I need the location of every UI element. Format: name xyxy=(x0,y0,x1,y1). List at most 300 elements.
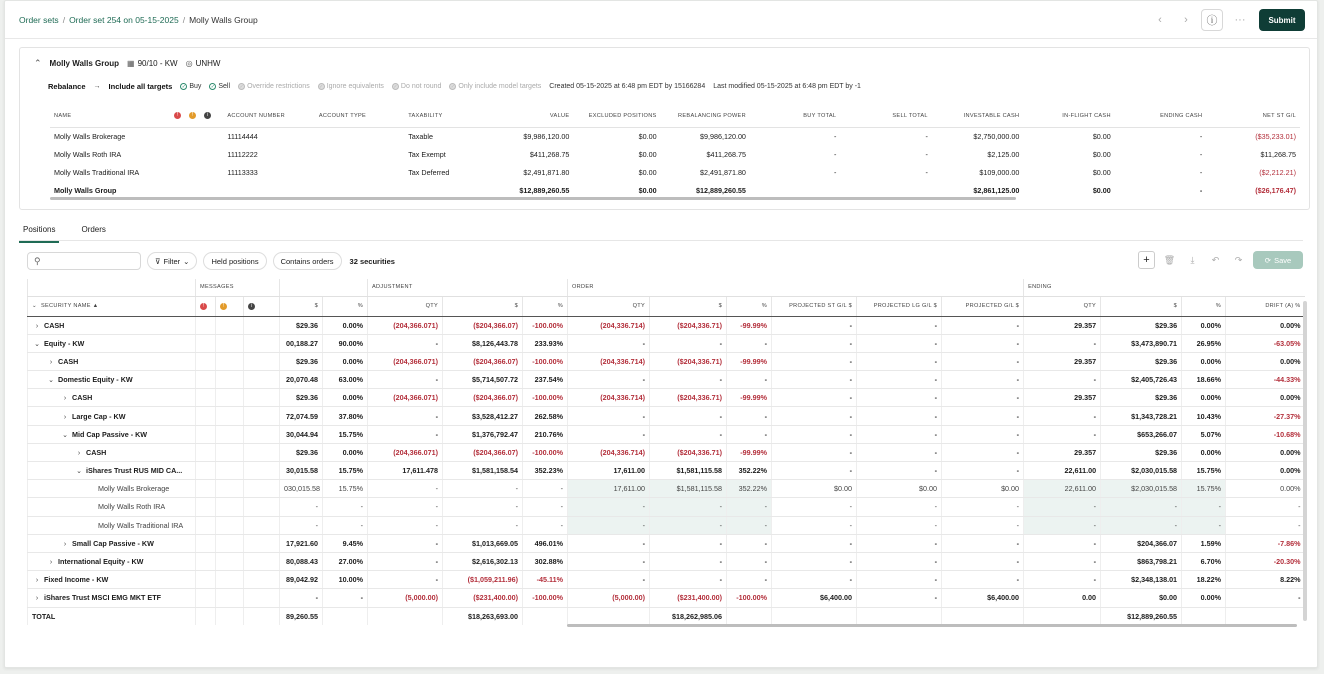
table-cell: - xyxy=(925,149,928,159)
table-cell: - xyxy=(1226,589,1305,607)
message-cell xyxy=(216,516,244,534)
table-cell: $2,030,015.58 xyxy=(1101,462,1182,480)
table-cell xyxy=(368,607,443,625)
created-info: Created 05-15-2025 at 6:48 pm EDT by 15166284 xyxy=(549,83,706,90)
table-cell: $29.36 xyxy=(1101,389,1182,407)
security-name-cell xyxy=(28,534,196,552)
table-cell: - xyxy=(568,334,650,352)
table-cell xyxy=(523,607,568,625)
column-header[interactable]: ENDING CASH xyxy=(1115,105,1206,127)
column-header[interactable]: QTY xyxy=(568,296,650,316)
table-cell: - xyxy=(650,425,727,443)
security-name-cell xyxy=(28,425,196,443)
table-cell: - xyxy=(1101,516,1182,534)
table-cell: 1.59% xyxy=(1182,534,1226,552)
table-cell: - xyxy=(772,407,857,425)
message-cell xyxy=(196,589,216,607)
table-cell: - xyxy=(568,571,650,589)
table-cell: - xyxy=(568,552,650,570)
table-row[interactable] xyxy=(28,352,1305,370)
table-cell: - xyxy=(857,571,942,589)
column-header[interactable]: PROJECTED ST G/L $ xyxy=(772,296,857,316)
table-cell: $2,750,000.00 xyxy=(973,131,1020,141)
table-cell: - xyxy=(772,316,857,334)
table-cell: $3,528,412.27 xyxy=(443,407,523,425)
table-cell: - xyxy=(368,334,443,352)
chevron-right-icon[interactable]: › xyxy=(35,577,39,585)
table-cell: 37.80% xyxy=(323,407,368,425)
column-header[interactable]: DRIFT (A) % xyxy=(1226,296,1305,316)
group-header xyxy=(34,58,220,69)
column-header[interactable]: PROJECTED LG G/L $ xyxy=(857,296,942,316)
check-icon: ✓ xyxy=(239,83,244,90)
security-name: Molly Walls Brokerage xyxy=(98,484,170,494)
message-cell xyxy=(244,571,280,589)
table-cell xyxy=(200,145,223,163)
table-cell: 0.00% xyxy=(1182,589,1226,607)
tab-positions[interactable]: Positions xyxy=(19,223,59,243)
column-header[interactable]: % xyxy=(323,296,368,316)
delete-icon[interactable]: 🗑 xyxy=(1163,254,1176,265)
chevron-down-icon[interactable]: ⌄ xyxy=(48,377,54,385)
table-cell: - xyxy=(727,552,772,570)
column-header[interactable]: % xyxy=(727,296,772,316)
column-header[interactable] xyxy=(28,296,196,316)
table-cell: (204,336.714) xyxy=(568,316,650,334)
message-cell xyxy=(196,443,216,461)
table-cell: $6,400.00 xyxy=(942,589,1024,607)
table-cell: - xyxy=(772,462,857,480)
message-cell xyxy=(196,534,216,552)
table-cell: $9,986,120.00 xyxy=(699,131,746,141)
table-cell: - xyxy=(942,462,1024,480)
chevron-down-icon[interactable]: ⌄ xyxy=(34,340,40,348)
table-cell: 302.88% xyxy=(523,552,568,570)
check-icon: ✓ xyxy=(210,83,215,90)
security-name-cell xyxy=(28,316,196,334)
table-cell: - xyxy=(1226,498,1305,516)
total-row[interactable] xyxy=(28,607,1305,625)
table-cell: - xyxy=(280,498,323,516)
account-row[interactable] xyxy=(50,163,1300,181)
column-header[interactable] xyxy=(170,105,185,127)
column-header[interactable]: $ xyxy=(1101,296,1182,316)
table-cell: $1,013,669.05 xyxy=(443,534,523,552)
table-cell: ($204,366.07) xyxy=(443,352,523,370)
chevron-right-icon[interactable]: › xyxy=(35,595,39,603)
table-cell: 29.357 xyxy=(1024,443,1101,461)
column-header[interactable]: VALUE xyxy=(494,105,574,127)
info-icon[interactable]: ⓘ xyxy=(1201,9,1223,31)
table-cell: - xyxy=(727,334,772,352)
table-cell: $18,262,985.06 xyxy=(650,607,727,625)
table-cell: Tax Exempt xyxy=(408,149,446,159)
table-row[interactable] xyxy=(28,407,1305,425)
table-cell: 20,070.48 xyxy=(280,371,323,389)
table-row[interactable] xyxy=(28,443,1305,461)
tag-name: UNHW xyxy=(195,59,221,68)
info-icon: i xyxy=(204,112,211,119)
table-cell: 0.00% xyxy=(1182,352,1226,370)
table-cell: 0.00% xyxy=(323,316,368,334)
table-cell: 0.00% xyxy=(1182,389,1226,407)
prev-icon[interactable]: ‹ xyxy=(1158,14,1162,26)
table-cell: 18.66% xyxy=(1182,371,1226,389)
chevron-right-icon[interactable]: › xyxy=(35,322,39,330)
warning-icon: ! xyxy=(220,303,227,310)
table-cell: - xyxy=(368,480,443,498)
table-cell: 9.45% xyxy=(323,534,368,552)
table-cell: - xyxy=(942,352,1024,370)
security-name: Large Cap - KW xyxy=(72,411,126,421)
column-header[interactable] xyxy=(216,296,244,316)
table-cell: - xyxy=(833,131,837,141)
contains-orders-toggle[interactable]: Contains orders xyxy=(273,252,342,270)
table-cell: $6,400.00 xyxy=(772,589,857,607)
message-cell xyxy=(216,407,244,425)
table-cell: Molly Walls Brokerage xyxy=(54,131,126,141)
table-cell: - xyxy=(323,516,368,534)
horizontal-scrollbar[interactable] xyxy=(567,624,1297,627)
column-header[interactable]: % xyxy=(523,296,568,316)
column-header[interactable] xyxy=(244,296,280,316)
table-cell: 11114444 xyxy=(227,131,258,141)
held-positions-toggle[interactable]: Held positions xyxy=(203,252,266,270)
column-header[interactable]: TAXABILITY xyxy=(404,105,493,127)
breadcrumb-order-set[interactable]: Order set 254 on 05-15-2025 xyxy=(69,15,179,25)
table-cell: - xyxy=(857,316,942,334)
chevron-right-icon[interactable]: › xyxy=(49,358,53,366)
column-header[interactable]: INVESTABLE CASH xyxy=(932,105,1023,127)
table-cell: 30,044.94 xyxy=(280,425,323,443)
table-cell: 15.75% xyxy=(323,462,368,480)
select-all-icon[interactable]: ⌄ xyxy=(32,303,37,309)
submit-button[interactable]: Submit xyxy=(1259,9,1305,31)
table-cell xyxy=(1024,607,1101,625)
breadcrumb-separator: / xyxy=(62,15,66,25)
column-header[interactable]: % xyxy=(1182,296,1226,316)
column-header[interactable]: QTY xyxy=(1024,296,1101,316)
table-cell: ($35,233.01) xyxy=(1255,131,1296,141)
message-cell xyxy=(196,389,216,407)
table-cell: $411,268.75 xyxy=(706,149,746,159)
table-cell: - xyxy=(942,498,1024,516)
table-cell: - xyxy=(942,516,1024,534)
table-cell: - xyxy=(650,516,727,534)
table-cell: - xyxy=(857,552,942,570)
table-cell: 26.95% xyxy=(1182,334,1226,352)
buy-option[interactable] xyxy=(180,83,201,90)
table-cell: -10.68% xyxy=(1226,425,1305,443)
warning-icon: ! xyxy=(189,112,196,119)
table-row[interactable] xyxy=(28,589,1305,607)
sell-option[interactable] xyxy=(209,83,230,90)
column-header[interactable] xyxy=(196,296,216,316)
ignore-option[interactable] xyxy=(318,83,384,90)
message-cell xyxy=(216,371,244,389)
table-cell: - xyxy=(523,498,568,516)
table-cell: (5,000.00) xyxy=(368,589,443,607)
table-cell: - xyxy=(727,571,772,589)
security-name-cell xyxy=(28,462,196,480)
table-cell: - xyxy=(523,516,568,534)
message-cell xyxy=(216,571,244,589)
chevron-right-icon[interactable]: › xyxy=(77,449,81,457)
table-cell: - xyxy=(368,498,443,516)
table-cell: (204,366.071) xyxy=(368,389,443,407)
top-bar xyxy=(5,1,1317,39)
table-cell: - xyxy=(857,334,942,352)
table-cell: 10.43% xyxy=(1182,407,1226,425)
table-cell: - xyxy=(568,371,650,389)
table-cell: $411,268.75 xyxy=(529,149,570,159)
table-cell: 17,611.478 xyxy=(368,462,443,480)
table-cell: ($204,336.71) xyxy=(650,443,727,461)
save-label: Save xyxy=(1274,255,1292,265)
column-header[interactable]: NET ST G/L xyxy=(1206,105,1300,127)
redo-icon[interactable]: ↷ xyxy=(1234,254,1243,265)
buy-label: Buy xyxy=(189,83,202,90)
table-cell: $29.36 xyxy=(280,352,323,370)
toolbar-actions xyxy=(1138,251,1303,269)
tab-orders[interactable]: Orders xyxy=(81,225,106,234)
table-row[interactable] xyxy=(28,389,1305,407)
positions-toolbar xyxy=(27,251,1303,271)
table-cell: Tax Deferred xyxy=(408,167,450,177)
table-cell xyxy=(185,145,200,163)
column-header[interactable]: ACCOUNT NUMBER xyxy=(223,105,314,127)
table-cell: - xyxy=(523,480,568,498)
model-icon: ▦ xyxy=(127,59,135,68)
security-name: TOTAL xyxy=(32,611,56,621)
column-header[interactable]: NAME xyxy=(50,105,170,127)
add-icon[interactable]: + xyxy=(1138,251,1155,269)
table-cell: -7.86% xyxy=(1226,534,1305,552)
security-name: International Equity - KW xyxy=(58,557,144,567)
table-row[interactable] xyxy=(28,534,1305,552)
vertical-scrollbar[interactable] xyxy=(1303,301,1307,621)
table-cell: $653,266.07 xyxy=(1101,425,1182,443)
table-cell: 17,611.00 xyxy=(568,462,650,480)
table-cell: $18,263,693.00 xyxy=(443,607,523,625)
table-cell: $2,616,302.13 xyxy=(443,552,523,570)
table-cell: 15.75% xyxy=(323,425,368,443)
column-header[interactable]: $ xyxy=(443,296,523,316)
table-cell: 0.00% xyxy=(323,443,368,461)
message-cell xyxy=(216,552,244,570)
table-cell: $29.36 xyxy=(280,443,323,461)
security-name-cell xyxy=(28,443,196,461)
table-cell: 0.00% xyxy=(1226,480,1305,498)
table-cell: 18.22% xyxy=(1182,571,1226,589)
table-cell: - xyxy=(650,571,727,589)
message-cell xyxy=(196,352,216,370)
security-name: Molly Walls Roth IRA xyxy=(98,502,166,512)
column-header[interactable]: REBALANCING POWER xyxy=(661,105,750,127)
table-cell: ($231,400.00) xyxy=(443,589,523,607)
message-cell xyxy=(196,334,216,352)
column-group-header xyxy=(28,279,196,296)
message-cell xyxy=(244,498,280,516)
table-cell: -27.37% xyxy=(1226,407,1305,425)
table-row[interactable] xyxy=(28,371,1305,389)
table-cell: - xyxy=(1182,516,1226,534)
breadcrumb-current: Molly Walls Group xyxy=(189,15,258,25)
table-cell: - xyxy=(942,571,1024,589)
undo-icon[interactable]: ↶ xyxy=(1211,254,1220,265)
table-row[interactable] xyxy=(28,334,1305,352)
positions-table xyxy=(27,279,1305,625)
table-cell xyxy=(170,127,185,145)
table-cell: $0.00 xyxy=(638,131,657,141)
security-name-header[interactable]: SECURITY NAME ▲ xyxy=(41,303,99,309)
next-icon[interactable]: › xyxy=(1184,14,1188,26)
table-cell xyxy=(170,145,185,163)
filter-button[interactable] xyxy=(147,252,197,270)
chevron-down-icon[interactable]: ⌄ xyxy=(62,431,68,439)
message-cell xyxy=(244,443,280,461)
column-header[interactable]: IN-FLIGHT CASH xyxy=(1023,105,1114,127)
message-cell xyxy=(196,316,216,334)
table-cell: 0.00% xyxy=(1226,462,1305,480)
table-cell: - xyxy=(857,352,942,370)
table-cell: $0.00 xyxy=(638,149,657,159)
check-icon: ✓ xyxy=(393,83,398,90)
table-cell: 233.93% xyxy=(523,334,568,352)
table-cell: 0.00% xyxy=(1182,316,1226,334)
table-cell xyxy=(170,163,185,181)
chevron-right-icon[interactable]: › xyxy=(63,413,67,421)
account-row[interactable] xyxy=(50,145,1300,163)
table-cell: $29.36 xyxy=(280,389,323,407)
chevron-right-icon[interactable]: › xyxy=(63,395,67,403)
save-button[interactable] xyxy=(1253,251,1303,269)
table-cell: $2,861,125.00 xyxy=(973,185,1020,195)
onlymodel-option[interactable] xyxy=(449,83,541,90)
table-cell: - xyxy=(368,571,443,589)
info-icon: i xyxy=(248,303,255,310)
chevron-right-icon[interactable]: › xyxy=(63,540,67,548)
message-cell xyxy=(216,498,244,516)
column-header[interactable]: QTY xyxy=(368,296,443,316)
security-name: iShares Trust RUS MID CA... xyxy=(86,466,183,476)
table-cell: 29.357 xyxy=(1024,316,1101,334)
chevron-down-icon[interactable]: ⌄ xyxy=(76,468,82,476)
override-option[interactable] xyxy=(238,83,310,90)
column-header[interactable]: $ xyxy=(650,296,727,316)
search-icon: ⚲ xyxy=(34,255,41,266)
more-icon[interactable]: ··· xyxy=(1234,14,1246,26)
table-cell xyxy=(185,127,200,145)
column-header[interactable]: BUY TOTAL xyxy=(750,105,840,127)
table-cell: (204,366.071) xyxy=(368,316,443,334)
table-cell: - xyxy=(1024,407,1101,425)
chevron-right-icon[interactable]: › xyxy=(49,559,53,567)
table-row[interactable] xyxy=(28,498,1305,516)
account-row[interactable] xyxy=(50,127,1300,145)
table-cell: 352.23% xyxy=(523,462,568,480)
table-cell: - xyxy=(942,407,1024,425)
column-header[interactable] xyxy=(185,105,200,127)
table-cell: $0.00 xyxy=(638,167,657,177)
column-header[interactable]: $ xyxy=(280,296,323,316)
table-row[interactable] xyxy=(28,316,1305,334)
table-cell: -99.99% xyxy=(727,443,772,461)
table-cell: - xyxy=(1024,425,1101,443)
table-cell: 210.76% xyxy=(523,425,568,443)
table-row[interactable] xyxy=(28,516,1305,534)
download-icon[interactable]: ⤓ xyxy=(1190,254,1195,265)
table-cell: - xyxy=(280,589,323,607)
table-row[interactable] xyxy=(28,571,1305,589)
table-cell: - xyxy=(1024,516,1101,534)
security-name: CASH xyxy=(72,393,93,403)
table-cell xyxy=(1182,607,1226,625)
table-cell: Taxable xyxy=(408,131,433,141)
table-cell: - xyxy=(443,480,523,498)
table-cell: 29.357 xyxy=(1024,389,1101,407)
table-cell: 22,611.00 xyxy=(1024,480,1101,498)
table-cell: - xyxy=(857,498,942,516)
table-cell: 90.00% xyxy=(323,334,368,352)
table-cell: $1,343,728.21 xyxy=(1101,407,1182,425)
table-cell: (204,336.714) xyxy=(568,352,650,370)
column-header[interactable]: EXCLUDED POSITIONS xyxy=(573,105,660,127)
table-row[interactable] xyxy=(28,552,1305,570)
message-cell xyxy=(216,316,244,334)
table-cell: - xyxy=(942,425,1024,443)
message-cell xyxy=(216,389,244,407)
table-row[interactable] xyxy=(28,462,1305,480)
table-cell: - xyxy=(1226,516,1305,534)
table-row[interactable] xyxy=(28,425,1305,443)
divider xyxy=(19,240,1303,241)
table-cell: - xyxy=(568,425,650,443)
table-cell: - xyxy=(650,407,727,425)
table-cell: - xyxy=(857,589,942,607)
rebalance-bar xyxy=(48,82,861,91)
column-header[interactable]: SELL TOTAL xyxy=(840,105,931,127)
collapse-icon[interactable]: ⌃ xyxy=(34,58,42,68)
noround-option[interactable] xyxy=(392,83,441,90)
table-cell: $0.00 xyxy=(857,480,942,498)
table-cell: - xyxy=(568,534,650,552)
table-cell: ($1,059,211.96) xyxy=(443,571,523,589)
security-name: Equity - KW xyxy=(44,338,85,348)
breadcrumb-order-sets[interactable]: Order sets xyxy=(19,15,59,25)
table-cell: - xyxy=(650,534,727,552)
table-cell: - xyxy=(942,371,1024,389)
table-cell: ($204,366.07) xyxy=(443,389,523,407)
column-header[interactable]: PROJECTED G/L $ xyxy=(942,296,1024,316)
search-input[interactable] xyxy=(27,252,141,270)
security-name-cell xyxy=(28,389,196,407)
table-cell: - xyxy=(772,371,857,389)
column-header[interactable]: ACCOUNT TYPE xyxy=(315,105,404,127)
table-cell: $0.00 xyxy=(772,480,857,498)
table-cell: 89,260.55 xyxy=(280,607,323,625)
horizontal-scrollbar[interactable] xyxy=(50,197,1016,200)
security-name-cell xyxy=(28,552,196,570)
table-cell: - xyxy=(650,371,727,389)
table-cell: ($204,336.71) xyxy=(650,389,727,407)
column-header[interactable] xyxy=(200,105,223,127)
message-cell xyxy=(216,425,244,443)
table-cell: -63.05% xyxy=(1226,334,1305,352)
table-cell: $109,000.00 xyxy=(979,167,1020,177)
table-row[interactable] xyxy=(28,480,1305,498)
security-name-cell xyxy=(28,334,196,352)
